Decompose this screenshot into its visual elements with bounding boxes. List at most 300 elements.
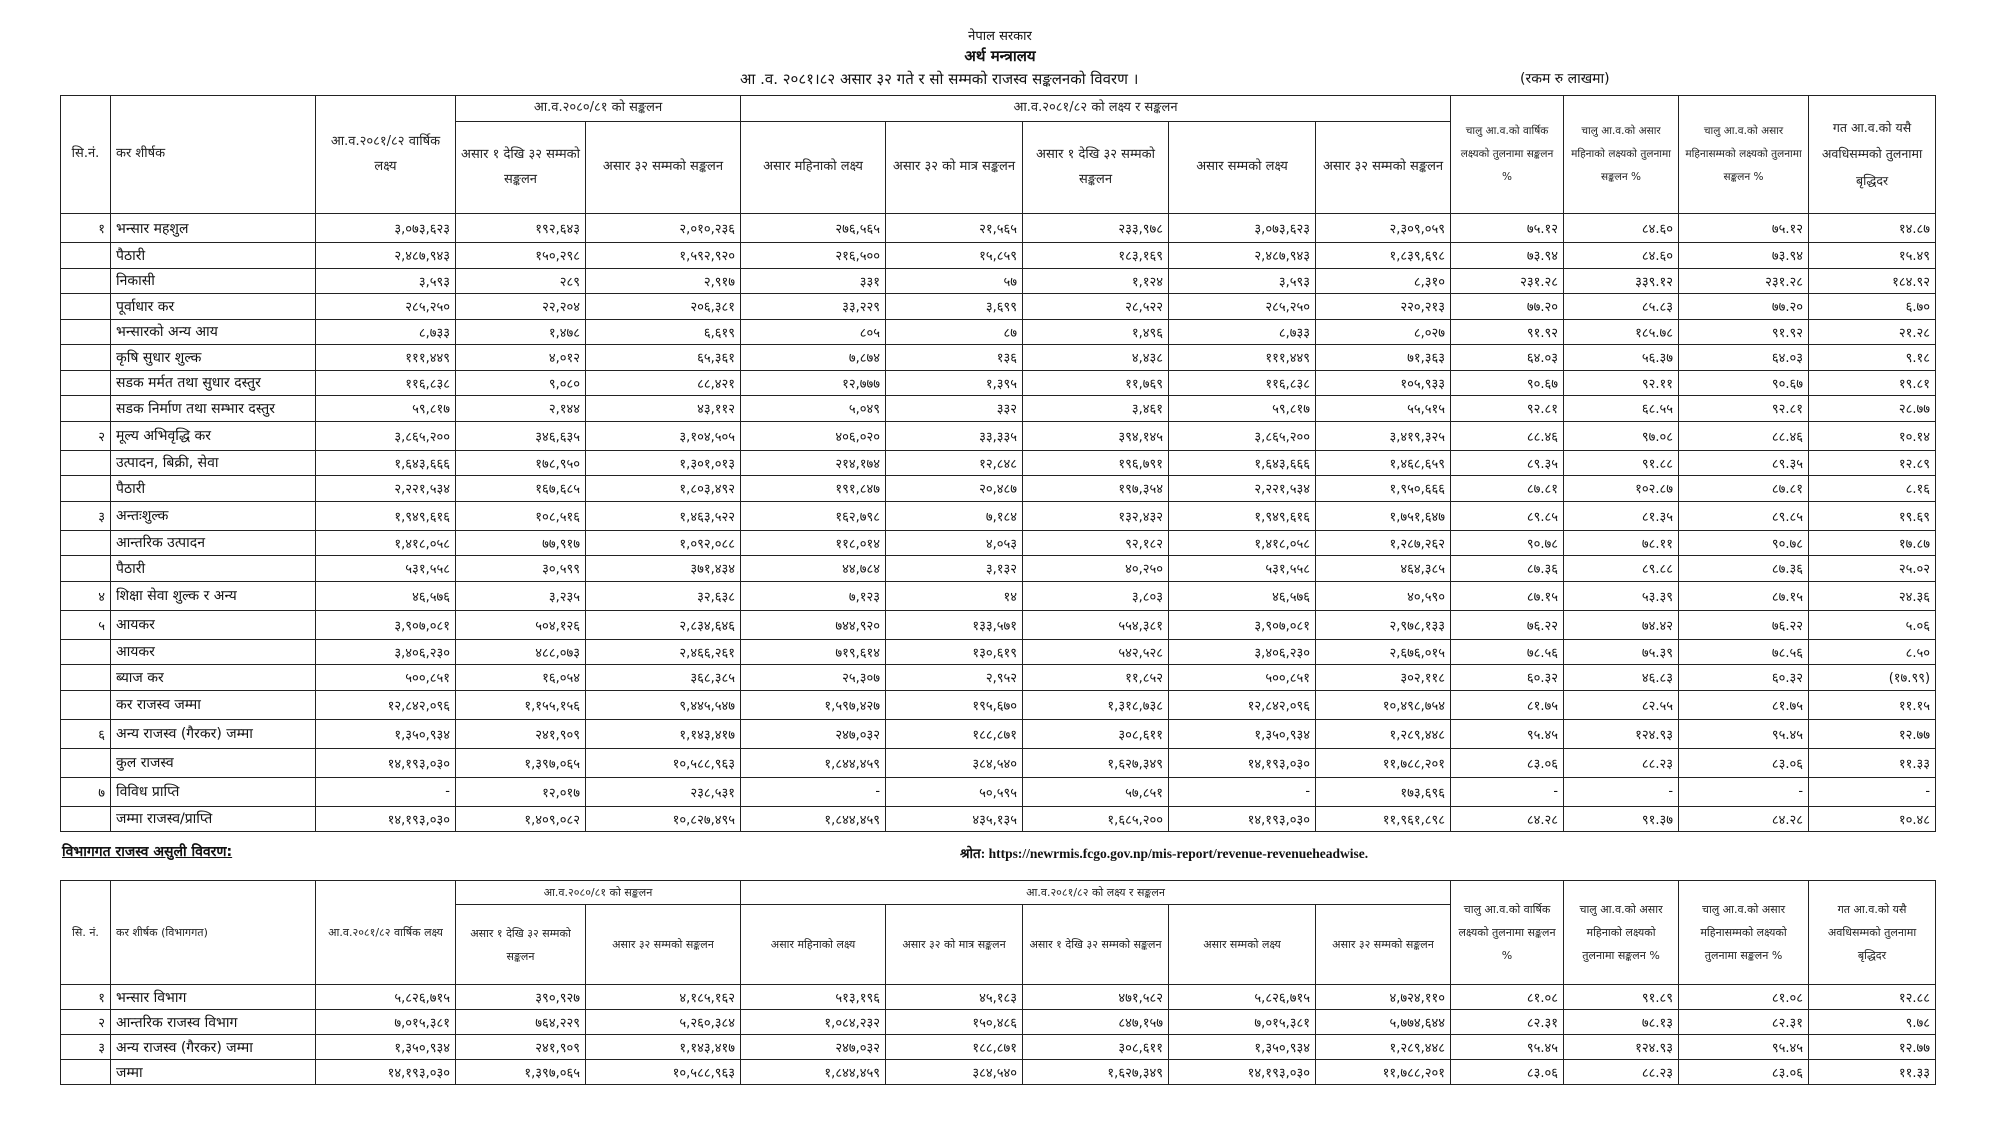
row-serial-number <box>61 556 111 582</box>
cell-value: ४,०१२ <box>456 345 586 371</box>
cell-value: १०.४८ <box>1809 806 1936 832</box>
table-row <box>61 719 1936 748</box>
cell-value: ७८.११ <box>1564 530 1679 556</box>
cell-value: ५०४,१२६ <box>456 610 586 639</box>
cell-value: ९१.९२ <box>1679 319 1809 345</box>
cell-value: ७६४,२२९ <box>456 1010 586 1035</box>
cell-value: १,३५०,९३४ <box>316 1035 456 1060</box>
cell-value: १,३५०,९३४ <box>316 719 456 748</box>
table-row <box>61 556 1936 582</box>
cell-value: ३,६९९ <box>886 294 1023 320</box>
cell-value: ३३२ <box>886 396 1023 422</box>
cell-value: ८१.०८ <box>1679 985 1809 1010</box>
cell-value: ७७.२० <box>1679 294 1809 320</box>
row-heading: पूर्वाधार कर <box>111 294 316 320</box>
dept-col-group-current-year: आ.व.२०८१/८२ को लक्ष्य र सङ्कलन <box>741 881 1451 905</box>
cell-value: ७७,९१७ <box>456 530 586 556</box>
row-heading: पैठारी <box>111 556 316 582</box>
cell-value: ११.३३ <box>1809 748 1936 777</box>
dept-col-header-heading: कर शीर्षक (विभागगत) <box>111 881 316 985</box>
report-title: आ .व. २०८१।८२ असार ३२ गते र सो सम्मको राजस्व सङ्कलनको विवरण । <box>740 70 1139 88</box>
cell-value: ७८.५६ <box>1451 639 1564 665</box>
cell-value: ९५.४५ <box>1679 719 1809 748</box>
cell-value: २८५,२५० <box>1169 294 1316 320</box>
cell-value: २४.३६ <box>1809 581 1936 610</box>
cell-value: २,३०९,०५९ <box>1316 214 1451 243</box>
cell-value: १,९४९,६१६ <box>316 501 456 530</box>
dept-col-header-pct-annual: चालु आ.व.को वार्षिक लक्ष्यको तुलनामा सङ्कलन % <box>1451 881 1564 985</box>
cell-value: २४१,९०९ <box>456 1035 586 1060</box>
cell-value: ३,९०७,०८१ <box>1169 610 1316 639</box>
cell-value: ५०,५९५ <box>886 777 1023 806</box>
cell-value: ३३,२२९ <box>741 294 886 320</box>
cell-value: ७३.९४ <box>1451 243 1564 269</box>
cell-value: १४,१९३,०३० <box>316 748 456 777</box>
cell-value: १,२८९,४४८ <box>1316 719 1451 748</box>
cell-value: ८८.२३ <box>1564 1060 1679 1085</box>
row-serial-number: ३ <box>61 1035 111 1060</box>
cell-value: १११,४४९ <box>1169 345 1316 371</box>
cell-value: ८४.६० <box>1564 243 1679 269</box>
col-header-prev-upto-asar-32: असार ३२ सम्मको सङ्कलन <box>586 122 741 214</box>
cell-value: ७,८७४ <box>741 345 886 371</box>
table-row <box>61 610 1936 639</box>
row-serial-number <box>61 396 111 422</box>
table-row <box>61 450 1936 476</box>
cell-value: ८३.०६ <box>1679 748 1809 777</box>
cell-value: ७५.३९ <box>1564 639 1679 665</box>
cell-value: ४७१,५८२ <box>1023 985 1169 1010</box>
cell-value: १,०९२,०८८ <box>586 530 741 556</box>
cell-value: १०,८२७,४९५ <box>586 806 741 832</box>
source-link[interactable]: श्रोत: https://newrmis.fcgo.gov.np/mis-report/revenue-revenueheadwise. <box>960 846 1369 861</box>
col-group-prev-year: आ.व.२०८०/८१ को सङ्कलन <box>456 96 741 122</box>
cell-value: १,१४३,४१७ <box>586 719 741 748</box>
cell-value: ८,३१० <box>1316 268 1451 294</box>
cell-value: २,८३४,६४६ <box>586 610 741 639</box>
cell-value: ३०८,६११ <box>1023 719 1169 748</box>
row-serial-number: ३ <box>61 501 111 530</box>
row-heading: कृषि सुधार शुल्क <box>111 345 316 371</box>
cell-value: ३०२,११८ <box>1316 665 1451 691</box>
cell-value: ८१.७५ <box>1451 690 1564 719</box>
table-row <box>61 1010 1936 1035</box>
cell-value: - <box>1451 777 1564 806</box>
amount-unit-note: (रकम रु लाखमा) <box>1520 71 1610 87</box>
cell-value: ९२.८१ <box>1679 396 1809 422</box>
cell-value: ३,४०६,२३० <box>316 639 456 665</box>
cell-value: २,६७६,०१५ <box>1316 639 1451 665</box>
col-header-annual-target: आ.व.२०८१/८२ वार्षिक लक्ष्य <box>316 96 456 214</box>
cell-value: ९१.९२ <box>1451 319 1564 345</box>
cell-value: ७३.९४ <box>1679 243 1809 269</box>
cell-value: ५,०४९ <box>741 396 886 422</box>
row-serial-number <box>61 530 111 556</box>
dept-col-header-upto-asar-32: असार ३२ सम्मको सङ्कलन <box>1316 905 1451 985</box>
row-serial-number: २ <box>61 421 111 450</box>
dept-col-header-target-upto-asar: असार सम्मको लक्ष्य <box>1169 905 1316 985</box>
col-header-asar-month-target: असार महिनाको लक्ष्य <box>741 122 886 214</box>
dept-col-header-annual-target: आ.व.२०८१/८२ वार्षिक लक्ष्य <box>316 881 456 985</box>
dept-col-header-growth: गत आ.व.को यसै अवधिसम्मको तुलनामा बृद्धिदर <box>1809 881 1936 985</box>
row-serial-number <box>61 476 111 502</box>
cell-value: १,१४३,४१७ <box>586 1035 741 1060</box>
cell-value: ८१.०८ <box>1451 985 1564 1010</box>
cell-value: १,१२४ <box>1023 268 1169 294</box>
dept-col-header-asar-1-32: असार १ देखि ३२ सम्मको सङ्कलन <box>1023 905 1169 985</box>
cell-value: १,६२७,३४९ <box>1023 748 1169 777</box>
cell-value: २,४८७,९४३ <box>316 243 456 269</box>
cell-value: १४.८७ <box>1809 214 1936 243</box>
cell-value: ८७.३६ <box>1679 556 1809 582</box>
cell-value: ८७.८१ <box>1451 476 1564 502</box>
cell-value: १२,८४२,०९६ <box>316 690 456 719</box>
cell-value: २४७,०३२ <box>741 719 886 748</box>
cell-value: २,९७८,१३३ <box>1316 610 1451 639</box>
cell-value: ११,७६९ <box>1023 370 1169 396</box>
cell-value: ८७.३६ <box>1451 556 1564 582</box>
cell-value: ९२.११ <box>1564 370 1679 396</box>
table-row <box>61 370 1936 396</box>
row-heading: कर राजस्व जम्मा <box>111 690 316 719</box>
table-row <box>61 748 1936 777</box>
cell-value: ४०,२५० <box>1023 556 1169 582</box>
cell-value: ८४.२८ <box>1451 806 1564 832</box>
revenue-table-body <box>61 214 1936 832</box>
cell-value: १५,८५९ <box>886 243 1023 269</box>
table-row <box>61 581 1936 610</box>
cell-value: ६४.०३ <box>1451 345 1564 371</box>
cell-value: २४७,०३२ <box>741 1035 886 1060</box>
cell-value: १९२,६४३ <box>456 214 586 243</box>
col-header-asar-1-32: असार १ देखि ३२ सम्मको सङ्कलन <box>1023 122 1169 214</box>
cell-value: ६४.०३ <box>1679 345 1809 371</box>
cell-value: १८८,८७१ <box>886 719 1023 748</box>
row-serial-number <box>61 319 111 345</box>
cell-value: १४,१९३,०३० <box>1169 806 1316 832</box>
row-heading: अन्तःशुल्क <box>111 501 316 530</box>
cell-value: ३०८,६११ <box>1023 1035 1169 1060</box>
cell-value: ५९,८१७ <box>1169 396 1316 422</box>
dept-col-header-asar-month-target: असार महिनाको लक्ष्य <box>741 905 886 985</box>
cell-value: ३४६,६३५ <box>456 421 586 450</box>
cell-value: १४,१९३,०३० <box>1169 748 1316 777</box>
table-row <box>61 345 1936 371</box>
row-heading: आन्तरिक उत्पादन <box>111 530 316 556</box>
cell-value: ९५.४५ <box>1451 719 1564 748</box>
cell-value: १,९४९,६१६ <box>1169 501 1316 530</box>
cell-value: ६८.५५ <box>1564 396 1679 422</box>
cell-value: ५३१,५५८ <box>316 556 456 582</box>
row-serial-number <box>61 806 111 832</box>
cell-value: ८३.०६ <box>1451 748 1564 777</box>
table-row <box>61 530 1936 556</box>
table-row <box>61 243 1936 269</box>
cell-value: - <box>1564 777 1679 806</box>
row-heading: निकासी <box>111 268 316 294</box>
cell-value: ३०,५९९ <box>456 556 586 582</box>
government-name: नेपाल सरकार <box>968 29 1032 44</box>
cell-value: १२.७७ <box>1809 1035 1936 1060</box>
cell-value: १,५९२,९२० <box>586 243 741 269</box>
cell-value: ११६,८३८ <box>316 370 456 396</box>
cell-value: १२,७७७ <box>741 370 886 396</box>
row-serial-number: ७ <box>61 777 111 806</box>
row-heading: कुल राजस्व <box>111 748 316 777</box>
row-heading: ब्याज कर <box>111 665 316 691</box>
table-row <box>61 777 1936 806</box>
cell-value: ३,८६५,२०० <box>316 421 456 450</box>
cell-value: ४,०५३ <box>886 530 1023 556</box>
cell-value: ११,८५२ <box>1023 665 1169 691</box>
cell-value: ७१९,६१४ <box>741 639 886 665</box>
cell-value: ३२,६३८ <box>586 581 741 610</box>
cell-value: १,३०१,०१३ <box>586 450 741 476</box>
cell-value: ५१३,१९६ <box>741 985 886 1010</box>
cell-value: ३३१ <box>741 268 886 294</box>
cell-value: ३,८०३ <box>1023 581 1169 610</box>
cell-value: १८४.९२ <box>1809 268 1936 294</box>
cell-value: २३८,५३१ <box>586 777 741 806</box>
cell-value: १,६४३,६६६ <box>1169 450 1316 476</box>
dept-col-header-sn: सि. नं. <box>61 881 111 985</box>
cell-value: १३३,५७१ <box>886 610 1023 639</box>
cell-value: ५००,८५१ <box>316 665 456 691</box>
cell-value: ४,७२४,११० <box>1316 985 1451 1010</box>
cell-value: ७८.१३ <box>1564 1010 1679 1035</box>
row-serial-number <box>61 370 111 396</box>
cell-value: २१.२८ <box>1809 319 1936 345</box>
cell-value: ८०५ <box>741 319 886 345</box>
cell-value: ३९४,१४५ <box>1023 421 1169 450</box>
cell-value: - <box>1809 777 1936 806</box>
cell-value: ९०.६७ <box>1451 370 1564 396</box>
cell-value: १०,४९८,७५४ <box>1316 690 1451 719</box>
cell-value: १,४१८,०५८ <box>316 530 456 556</box>
cell-value: २,४८७,९४३ <box>1169 243 1316 269</box>
cell-value: ५७ <box>886 268 1023 294</box>
cell-value: २८९ <box>456 268 586 294</box>
cell-value: २,२२१,५३४ <box>316 476 456 502</box>
cell-value: १,४६३,५२२ <box>586 501 741 530</box>
cell-value: २१,५६५ <box>886 214 1023 243</box>
cell-value: १९१,८४७ <box>741 476 886 502</box>
cell-value: १२४.९३ <box>1564 1035 1679 1060</box>
cell-value: १,०८४,२३२ <box>741 1010 886 1035</box>
cell-value: ८७.८१ <box>1679 476 1809 502</box>
cell-value: ५७,८५१ <box>1023 777 1169 806</box>
cell-value: ९.१८ <box>1809 345 1936 371</box>
row-heading: सडक मर्मत तथा सुधार दस्तुर <box>111 370 316 396</box>
cell-value: ८२.५५ <box>1564 690 1679 719</box>
table-row <box>61 1060 1936 1085</box>
cell-value: १२,०१७ <box>456 777 586 806</box>
cell-value: ७,०१५,३८१ <box>316 1010 456 1035</box>
cell-value: १२.७७ <box>1809 719 1936 748</box>
row-serial-number <box>61 690 111 719</box>
cell-value: ८५.८३ <box>1564 294 1679 320</box>
cell-value: ५३.३९ <box>1564 581 1679 610</box>
cell-value: १२,८४२,०९६ <box>1169 690 1316 719</box>
cell-value: २५,३०७ <box>741 665 886 691</box>
cell-value: १७.८७ <box>1809 530 1936 556</box>
row-serial-number <box>61 665 111 691</box>
row-serial-number: ६ <box>61 719 111 748</box>
col-group-current-year: आ.व.२०८१/८२ को लक्ष्य र सङ्कलन <box>741 96 1451 122</box>
cell-value: १८५.७८ <box>1564 319 1679 345</box>
cell-value: ८३.०६ <box>1451 1060 1564 1085</box>
cell-value: ३८४,५४० <box>886 748 1023 777</box>
table-row <box>61 421 1936 450</box>
cell-value: ११८,०१४ <box>741 530 886 556</box>
row-serial-number: ५ <box>61 610 111 639</box>
cell-value: ५,८२६,७१५ <box>316 985 456 1010</box>
cell-value: ७४.४२ <box>1564 610 1679 639</box>
cell-value: २१४,१७४ <box>741 450 886 476</box>
cell-value: ९२,१८२ <box>1023 530 1169 556</box>
row-serial-number <box>61 639 111 665</box>
row-serial-number <box>61 748 111 777</box>
cell-value: ९५.४५ <box>1451 1035 1564 1060</box>
cell-value: ३,०७३,६२३ <box>316 214 456 243</box>
row-serial-number: १ <box>61 214 111 243</box>
row-serial-number: १ <box>61 985 111 1010</box>
row-heading: शिक्षा सेवा शुल्क र अन्य <box>111 581 316 610</box>
row-serial-number <box>61 345 111 371</box>
cell-value: ३,५९३ <box>1169 268 1316 294</box>
cell-value: ३७१,४३४ <box>586 556 741 582</box>
cell-value: २,९५२ <box>886 665 1023 691</box>
cell-value: ११.१५ <box>1809 690 1936 719</box>
cell-value: १२.८९ <box>1809 450 1936 476</box>
cell-value: ३,४६१ <box>1023 396 1169 422</box>
cell-value: १,६८५,२०० <box>1023 806 1169 832</box>
cell-value: ७६.२२ <box>1679 610 1809 639</box>
cell-value: २८,५२२ <box>1023 294 1169 320</box>
cell-value: २७६,५६५ <box>741 214 886 243</box>
cell-value: ९,०८० <box>456 370 586 396</box>
cell-value: ४४,७८४ <box>741 556 886 582</box>
cell-value: १४,१९३,०३० <box>316 1060 456 1085</box>
cell-value: ४३५,१३५ <box>886 806 1023 832</box>
cell-value: ३,४०६,२३० <box>1169 639 1316 665</box>
table-row <box>61 268 1936 294</box>
cell-value: १,९५०,६६६ <box>1316 476 1451 502</box>
cell-value: ९०.६७ <box>1679 370 1809 396</box>
cell-value: १५.४९ <box>1809 243 1936 269</box>
cell-value: ४,१८५,१६२ <box>586 985 741 1010</box>
cell-value: ४०६,०२० <box>741 421 886 450</box>
table-row <box>61 396 1936 422</box>
cell-value: २४१,९०९ <box>456 719 586 748</box>
cell-value: १०,५८८,९६३ <box>586 748 741 777</box>
cell-value: ११६,८३८ <box>1169 370 1316 396</box>
cell-value: १२,८४८ <box>886 450 1023 476</box>
table-row <box>61 1035 1936 1060</box>
cell-value: १०८,५१६ <box>456 501 586 530</box>
cell-value: ८४.६० <box>1564 214 1679 243</box>
cell-value: ४३,११२ <box>586 396 741 422</box>
col-header-pct-annual: चालु आ.व.को वार्षिक लक्ष्यको तुलनामा सङ्कलन % <box>1451 96 1564 214</box>
cell-value: १,४७८ <box>456 319 586 345</box>
cell-value: ८९.८५ <box>1679 501 1809 530</box>
cell-value: ४६४,३८५ <box>1316 556 1451 582</box>
row-heading: भन्सार महशुल <box>111 214 316 243</box>
cell-value: ३,९०७,०८१ <box>316 610 456 639</box>
table-row <box>61 690 1936 719</box>
cell-value: ४६,५७६ <box>1169 581 1316 610</box>
cell-value: ७१,३६३ <box>1316 345 1451 371</box>
cell-value: १५०,२९८ <box>456 243 586 269</box>
table-row <box>61 294 1936 320</box>
cell-value: ३९०,९२७ <box>456 985 586 1010</box>
row-serial-number <box>61 268 111 294</box>
cell-value: १,८४४,४५९ <box>741 748 886 777</box>
cell-value: २,४६६,२६१ <box>586 639 741 665</box>
table-row <box>61 639 1936 665</box>
cell-value: १८३,१६९ <box>1023 243 1169 269</box>
table-row <box>61 985 1936 1010</box>
cell-value: ४६.८३ <box>1564 665 1679 691</box>
cell-value: १३६ <box>886 345 1023 371</box>
cell-value: ८२.३१ <box>1451 1010 1564 1035</box>
cell-value: १६२,७९८ <box>741 501 886 530</box>
row-serial-number: ४ <box>61 581 111 610</box>
cell-value: ६,६१९ <box>586 319 741 345</box>
cell-value: २,९१७ <box>586 268 741 294</box>
cell-value: ८८.२३ <box>1564 748 1679 777</box>
cell-value: १,३५०,९३४ <box>1169 1035 1316 1060</box>
cell-value: ९.७८ <box>1809 1010 1936 1035</box>
cell-value: १,७५१,६४७ <box>1316 501 1451 530</box>
cell-value: ३६८,३८५ <box>586 665 741 691</box>
cell-value: १०२.८७ <box>1564 476 1679 502</box>
cell-value: ८७.१५ <box>1679 581 1809 610</box>
cell-value: ४,४३८ <box>1023 345 1169 371</box>
cell-value: ६०.३२ <box>1451 665 1564 691</box>
cell-value: ८४.२८ <box>1679 806 1809 832</box>
cell-value: २,२२१,५३४ <box>1169 476 1316 502</box>
table-row <box>61 214 1936 243</box>
cell-value: ९१.३७ <box>1564 806 1679 832</box>
cell-value: २८.७७ <box>1809 396 1936 422</box>
cell-value: १,३९७,०६५ <box>456 748 586 777</box>
cell-value: ६५,३६१ <box>586 345 741 371</box>
cell-value: ७५.१२ <box>1679 214 1809 243</box>
row-heading: सडक निर्माण तथा सम्भार दस्तुर <box>111 396 316 422</box>
cell-value: ८,७३३ <box>1169 319 1316 345</box>
cell-value: ५००,८५१ <box>1169 665 1316 691</box>
cell-value: ७,१२३ <box>741 581 886 610</box>
cell-value: १२.८८ <box>1809 985 1936 1010</box>
row-heading: जम्मा <box>111 1060 316 1085</box>
cell-value: ८९.३५ <box>1679 450 1809 476</box>
dept-col-header-prev-upto-asar-32: असार ३२ सम्मको सङ्कलन <box>586 905 741 985</box>
cell-value: ११,७८८,२०१ <box>1316 1060 1451 1085</box>
cell-value: १,६२७,३४९ <box>1023 1060 1169 1085</box>
cell-value: ८,०२७ <box>1316 319 1451 345</box>
cell-value: ८७.१५ <box>1451 581 1564 610</box>
cell-value: ३,१३२ <box>886 556 1023 582</box>
row-heading: आयकर <box>111 610 316 639</box>
row-heading: पैठारी <box>111 476 316 502</box>
cell-value: २०६,३८१ <box>586 294 741 320</box>
cell-value: ६.७० <box>1809 294 1936 320</box>
col-header-sn: सि.नं. <box>61 96 111 214</box>
cell-value: १,८०३,४९२ <box>586 476 741 502</box>
cell-value: ९५.४५ <box>1679 1035 1809 1060</box>
cell-value: ११,७८८,२०१ <box>1316 748 1451 777</box>
